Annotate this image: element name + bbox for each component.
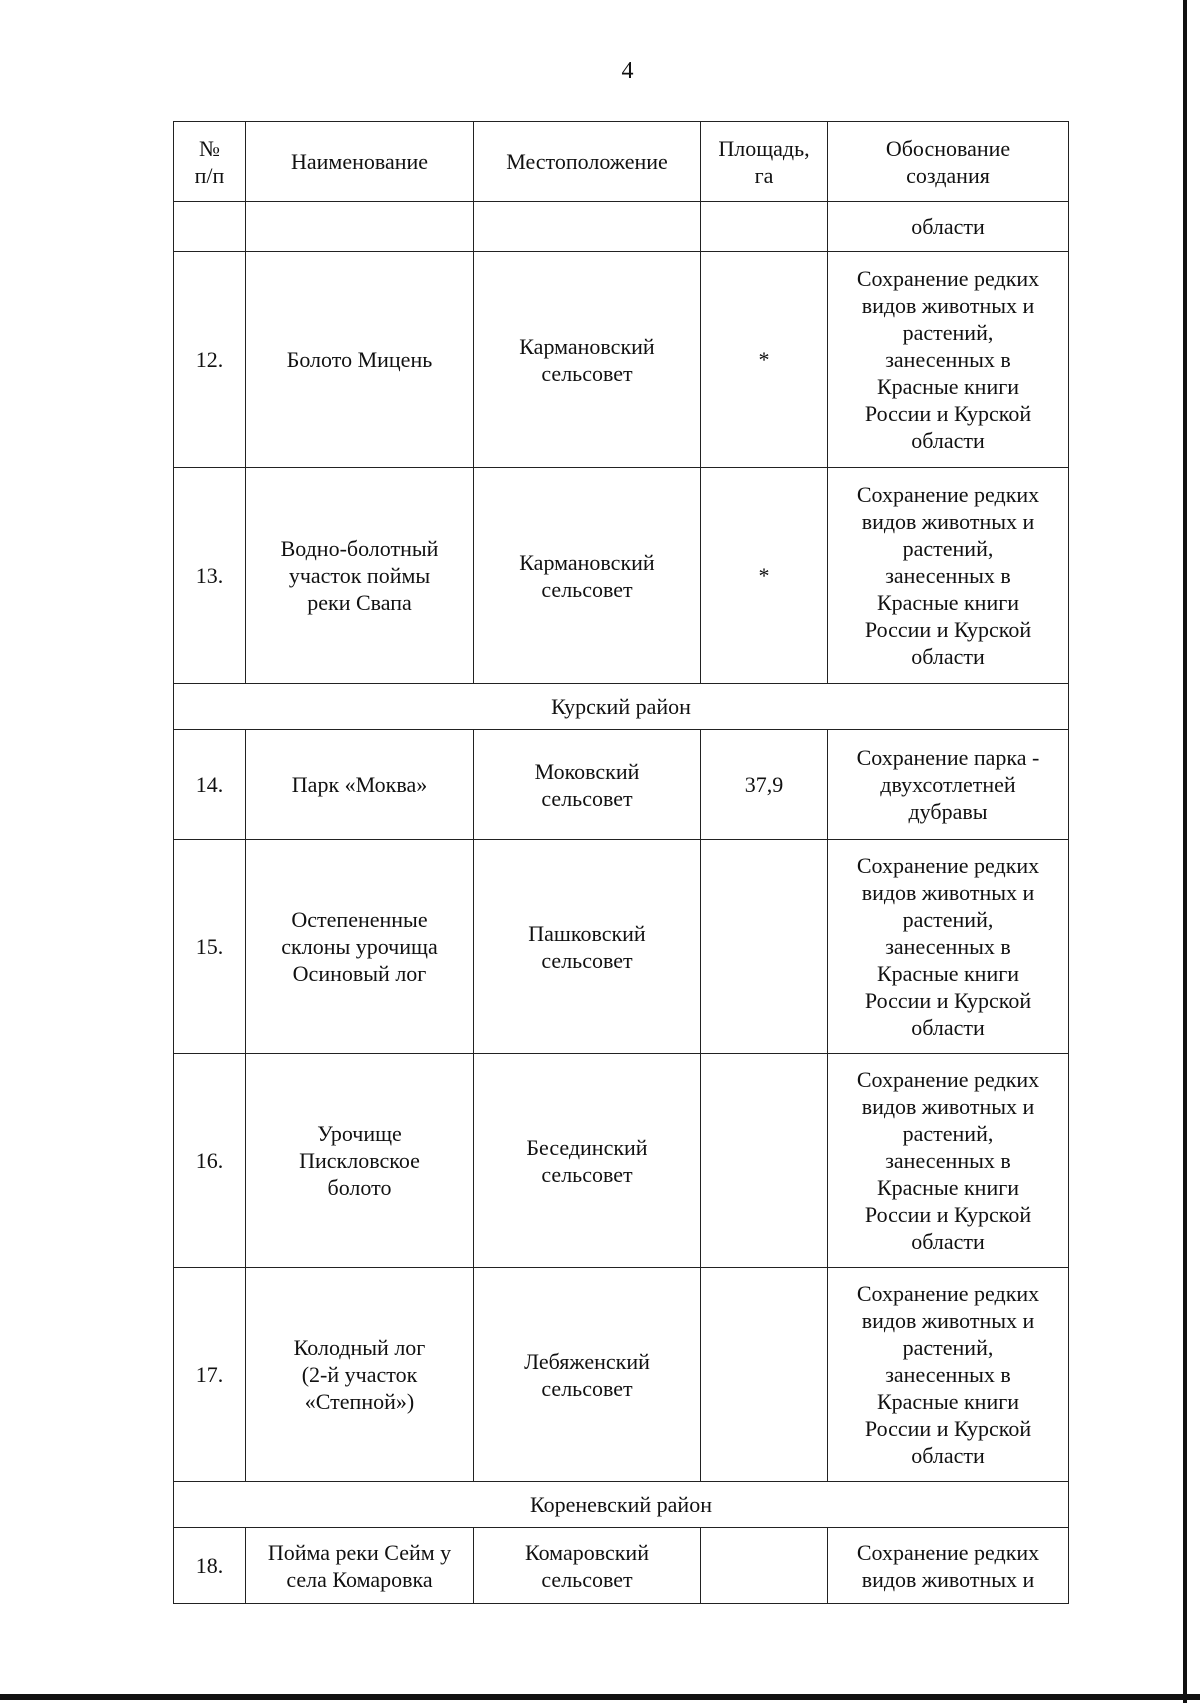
row-name: Урочище Пискловское болото	[246, 1054, 474, 1268]
section-title: Курский район	[174, 684, 1069, 730]
nature-sites-table	[173, 121, 1069, 1604]
header-basis: Обоснование создания	[828, 122, 1069, 202]
row-area	[701, 1054, 828, 1268]
row-basis: Сохранение парка - двухсотлетней дубравы	[828, 730, 1069, 840]
table-row	[174, 840, 1069, 1054]
section-row-kursk	[174, 684, 1069, 730]
row-basis: Сохранение редких видов животных и растений, занесенных в Красные книги России и Курской области	[828, 468, 1069, 684]
table-row	[174, 252, 1069, 468]
row-area	[701, 1528, 828, 1604]
row-name: Болото Мицень	[246, 252, 474, 468]
cont-area	[701, 202, 828, 252]
row-name: Водно-болотный участок поймы реки Свапа	[246, 468, 474, 684]
row-num: 14.	[174, 730, 246, 840]
header-location: Местоположение	[474, 122, 701, 202]
row-basis: Сохранение редких видов животных и растений, занесенных в Красные книги России и Курской области	[828, 252, 1069, 468]
row-location: Пашковский сельсовет	[474, 840, 701, 1054]
row-area	[701, 840, 828, 1054]
page-edge-bottom	[0, 1694, 1200, 1700]
cont-name	[246, 202, 474, 252]
page-edge-right	[1183, 0, 1187, 1703]
row-area: *	[701, 252, 828, 468]
table-row	[174, 468, 1069, 684]
continuation-row	[174, 202, 1069, 252]
table-row	[174, 1528, 1069, 1604]
page-number: 4	[621, 58, 634, 84]
row-basis: Сохранение редких видов животных и растений, занесенных в Красные книги России и Курской области	[828, 1268, 1069, 1482]
cont-location	[474, 202, 701, 252]
row-name: Колодный лог (2-й участок «Степной»)	[246, 1268, 474, 1482]
header-name: Наименование	[246, 122, 474, 202]
row-num: 16.	[174, 1054, 246, 1268]
row-area: *	[701, 468, 828, 684]
row-area	[701, 1268, 828, 1482]
header-area: Площадь, га	[701, 122, 828, 202]
section-row-korenevo	[174, 1482, 1069, 1528]
row-location: Лебяженский сельсовет	[474, 1268, 701, 1482]
cont-num	[174, 202, 246, 252]
header-num: № п/п	[174, 122, 246, 202]
row-basis: Сохранение редких видов животных и растений, занесенных в Красные книги России и Курской области	[828, 840, 1069, 1054]
row-num: 13.	[174, 468, 246, 684]
row-name: Парк «Моква»	[246, 730, 474, 840]
row-num: 17.	[174, 1268, 246, 1482]
row-location: Кармановский сельсовет	[474, 468, 701, 684]
row-location: Бесединский сельсовет	[474, 1054, 701, 1268]
cont-basis: области	[828, 202, 1069, 252]
table-header-row	[174, 122, 1069, 202]
row-area: 37,9	[701, 730, 828, 840]
table-row	[174, 730, 1069, 840]
section-title: Кореневский район	[174, 1482, 1069, 1528]
row-location: Комаровский сельсовет	[474, 1528, 701, 1604]
row-location: Кармановский сельсовет	[474, 252, 701, 468]
row-num: 15.	[174, 840, 246, 1054]
row-num: 18.	[174, 1528, 246, 1604]
table-row	[174, 1054, 1069, 1268]
row-name: Пойма реки Сейм у села Комаровка	[246, 1528, 474, 1604]
row-basis: Сохранение редких видов животных и	[828, 1528, 1069, 1604]
row-location: Моковский сельсовет	[474, 730, 701, 840]
row-name: Остепененные склоны урочища Осиновый лог	[246, 840, 474, 1054]
row-num: 12.	[174, 252, 246, 468]
table-row	[174, 1268, 1069, 1482]
row-basis: Сохранение редких видов животных и растений, занесенных в Красные книги России и Курской области	[828, 1054, 1069, 1268]
